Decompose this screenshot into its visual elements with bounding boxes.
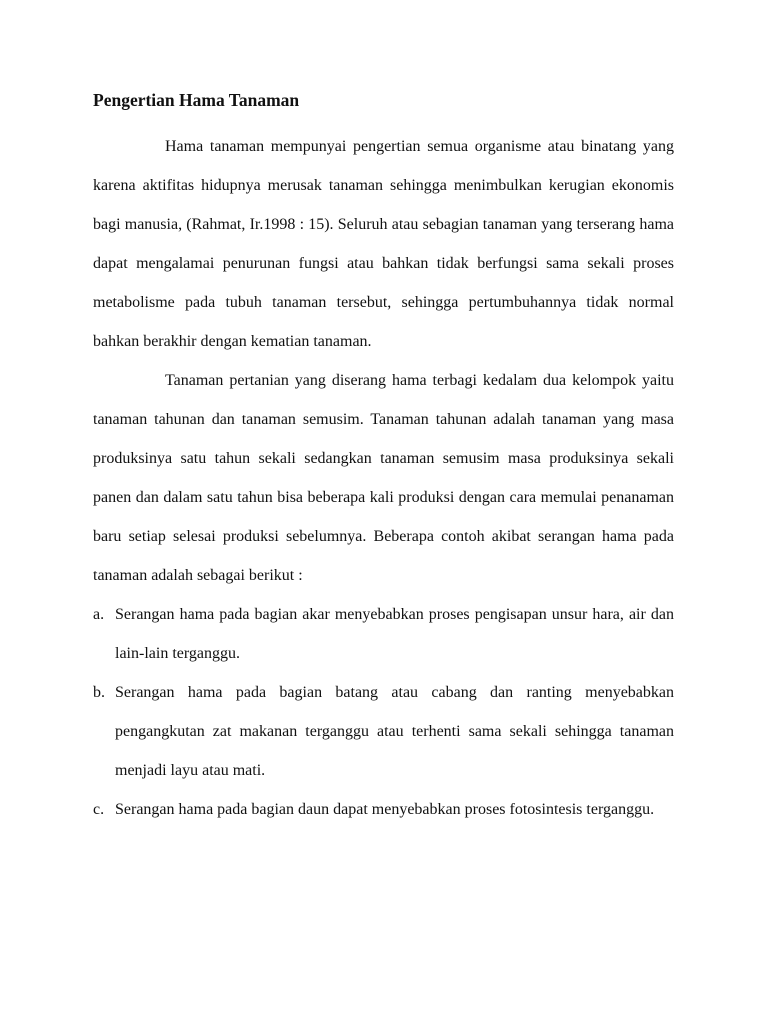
list-marker: c. <box>93 801 105 818</box>
effects-list <box>93 595 674 829</box>
paragraph-definition: Hama tanaman mempunyai pengertian semua organisme atau binatang yang karena aktifitas hidupnya merusak tanaman sehingga menimbulkan kerugian ekonomis bagi manusia, (Rahmat, Ir.1998 : 15). Seluruh atau sebagian tanaman yang terserang hama dapat mengalamai penurunan fungsi atau bahkan tidak berfungsi sama sekali proses metabolisme pada tubuh tanaman tersebut, sehingga pertumbuhannya tidak normal bahkan berakhir dengan kematian tanaman. <box>93 138 674 350</box>
list-item-text: Serangan hama pada bagian daun dapat menyebabkan proses fotosintesis terganggu. <box>115 801 655 818</box>
paragraph-plant-groups: Tanaman pertanian yang diserang hama terbagi kedalam dua kelompok yaitu tanaman tahunan dan tanaman semusim. Tanaman tahunan adalah tanaman yang masa produksinya satu tahun sekali sedangkan tanaman semusim masa produksinya sekali panen dan dalam satu tahun bisa beberapa kali produksi dengan cara memulai penanaman baru setiap selesai produksi sebelumnya. Beberapa contoh akibat serangan hama pada tanaman adalah sebagai berikut : <box>93 372 674 584</box>
list-item-text: Serangan hama pada bagian batang atau cabang dan ranting menyebabkan pengangkutan zat makanan terganggu atau terhenti sama sekali sehingga tanaman menjadi layu atau mati. <box>115 684 674 779</box>
list-marker: b. <box>93 684 105 701</box>
list-item-text: Serangan hama pada bagian akar menyebabkan proses pengisapan unsur hara, air dan lain-lain terganggu. <box>115 606 674 662</box>
document-title: Pengertian Hama Tanaman <box>93 90 300 110</box>
list-marker: a. <box>93 606 105 623</box>
list-item <box>93 673 674 790</box>
list-item <box>93 595 674 673</box>
list-item <box>93 790 674 829</box>
